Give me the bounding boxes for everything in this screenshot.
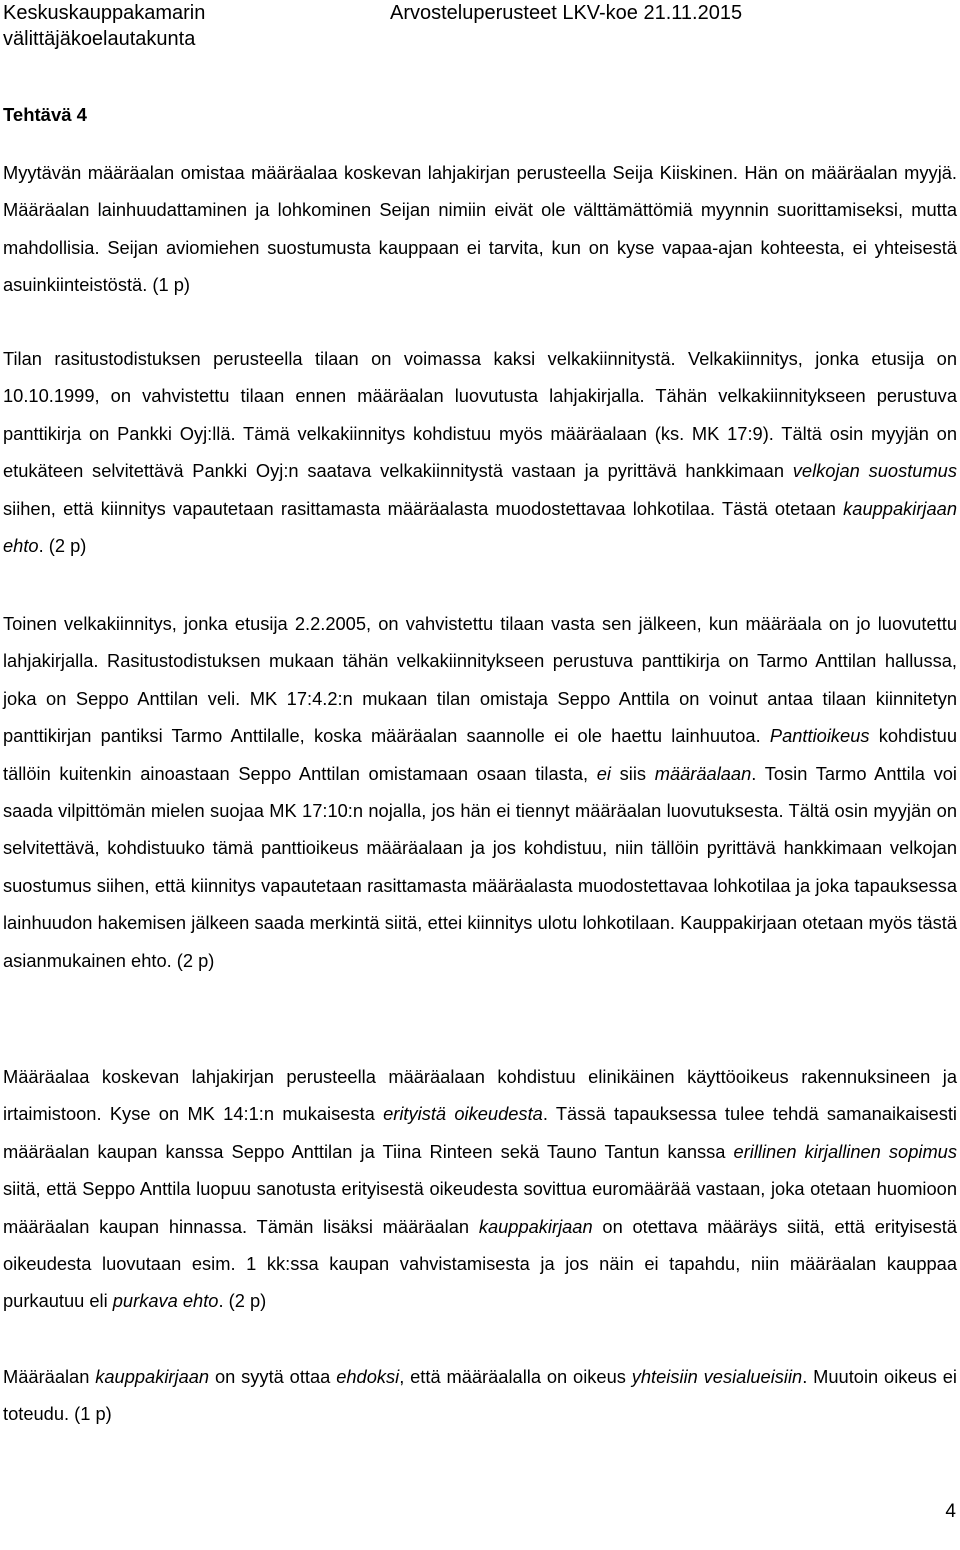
emphasis-text: velkojan suostumus — [792, 460, 957, 482]
emphasis-text: erityistä oikeudesta — [383, 1103, 543, 1125]
paragraph-second-mortgage — [3, 605, 957, 979]
paragraph-text: Tilan rasitustodistuksen perusteella tilaan on voimassa kaksi velkakiinnitystä. Velkakiinnitys, jonka etusija on 10.10.1999, on vahvistettu tilaan ennen määräalan luovutusta lahjakirjalla. Tähän velkakiinnitykseen perustuva panttikirja on Pankki Oyj:llä. Tämä velkakiinnitys kohdistuu myös määräalaan (ks. MK 17:9). Tältä osin myyjän on etukäteen selvitettävä Pankki Oyj:n saatava velkakiinnitystä vastaan ja pyrittävä hankkimaan — [3, 348, 957, 482]
paragraph-text: on otettava määräys siitä, että erityisestä oikeudesta luovutaan esim. 1 kk:ssa kaupan vahvistamisesta ja jos näin ei tapahdu, niin määräalan kauppaa purkautuu eli — [3, 1215, 957, 1312]
paragraph-text: . Muutoin oikeus ei toteudu. (1 p) — [3, 1366, 957, 1425]
page-number: 4 — [945, 1501, 956, 1522]
paragraph-text: siihen, että kiinnitys vapautetaan rasittamasta määräalasta muodostettavaa lohkotilaa. Tästä otetaan — [3, 497, 844, 519]
paragraph-text: , että määräalalla on oikeus — [399, 1366, 632, 1387]
paragraph-text: kohdistuu tällöin kuitenkin ainoastaan Seppo Anttilan omistamaan osaan tilasta, — [3, 725, 957, 784]
task-title: Tehtävä 4 — [3, 104, 87, 125]
header-left — [3, 0, 205, 52]
paragraph-text: . (2 p) — [38, 535, 87, 557]
paragraph-text: Määräalaa koskevan lahjakirjan perusteella määräalaan kohdistuu elinikäinen käyttöoikeus rakennuksineen ja irtaimistoon. Kyse on MK 14:1:n mukaisesta — [3, 1066, 957, 1125]
paragraph-water-areas — [3, 1358, 957, 1433]
emphasis-text: erillinen kirjallinen sopimus — [733, 1140, 957, 1162]
paragraph-text: siis — [610, 762, 655, 784]
paragraph-first-mortgage — [3, 340, 957, 564]
paragraph-text: . (2 p) — [218, 1290, 267, 1312]
emphasis-text: purkava ehto — [112, 1290, 219, 1312]
emphasis-text: määräalaan — [654, 762, 752, 784]
emphasis-text: yhteisiin vesialueisiin — [631, 1366, 803, 1387]
paragraph-text: siitä, että Seppo Anttila luopuu sanotusta erityisestä oikeudesta sovittua euromäärää vastaan, joka otetaan huomioon määräalan kaupan hinnassa. Tämän lisäksi määräalan — [3, 1178, 957, 1237]
emphasis-text: kauppakirjaan — [478, 1215, 593, 1237]
paragraph-text: . Tosin Tarmo Anttila voi saada vilpittömän mielen suojaa MK 17:10:n nojalla, jos hän ei tiennyt määräalan luovutuksesta. Tältä osin myyjän on selvitettävä, kohdistuuko tämä panttioikeus määräalaan ja jos kohdistuu, niin tällöin pyrittävä hankkimaan velkojan suostumus siihen, että kiinnitys vapautetaan rasittamasta määräalasta muodostettavaa lohkotilaa ja joka tapauksessa lainhuudon hakemisen jälkeen saada merkintä siitä, ettei kiinnitys ulotu lohkotilaan. Kauppakirjaan otetaan myös tästä asianmukainen ehto. (2 p) — [3, 762, 957, 971]
emphasis-text: Panttioikeus — [769, 725, 870, 747]
paragraph-text: Toinen velkakiinnitys, jonka etusija 2.2.2005, on vahvistettu tilaan vasta sen jälkeen, kun määräala on jo luovutettu lahjakirjalla. Rasitustodistuksen mukaan tähän velkakiinnitykseen perustuva panttikirja on Tarmo Anttilan hallussa, joka on Seppo Anttilan veli. MK 17:4.2:n mukaan tilan omistaja Seppo Anttila on voinut antaa tilaan kiinnitetyn panttikirjan pantiksi Tarmo Anttilalle, koska määräalan saannolle ei ole haettu lainhuutoa. — [3, 613, 957, 747]
header-committee: välittäjäkoelautakunta — [3, 28, 196, 50]
paragraph-text: . Tässä tapauksessa tulee tehdä samanaikaisesti määräalan kaupan kanssa Seppo Anttilan ja Tiina Rinteen sekä Tauno Tantun kanssa — [3, 1103, 957, 1162]
paragraph-seller — [3, 154, 957, 304]
emphasis-text: kauppakirjaan — [95, 1366, 210, 1387]
header-right — [390, 0, 742, 26]
header-document-title: Arvosteluperusteet LKV-koe 21.11.2015 — [390, 2, 743, 24]
emphasis-text: ehdoksi — [336, 1366, 400, 1387]
paragraph-text: Myytävän määräalan omistaa määräalaa koskevan lahjakirjan perusteella Seija Kiiskinen. Hän on määräalan myyjä. Määräalan lainhuudattaminen ja lohkominen Seijan nimiin eivät ole välttämättömiä myynnin suorittamiseksi, mutta mahdollisia. Seijan aviomiehen suostumusta kauppaan ei tarvita, kun on kyse vapaa-ajan kohteesta, ei yhteisestä asuinkiinteistöstä. (1 p) — [3, 162, 957, 296]
paragraph-special-right — [3, 1058, 957, 1320]
emphasis-text: ei — [596, 762, 611, 784]
emphasis-text: kauppakirjaan ehto — [3, 497, 957, 557]
paragraph-text: Määräalan — [3, 1366, 96, 1387]
paragraph-text: on syytä ottaa — [209, 1366, 337, 1387]
header-organization: Keskuskauppakamarin — [3, 2, 206, 24]
